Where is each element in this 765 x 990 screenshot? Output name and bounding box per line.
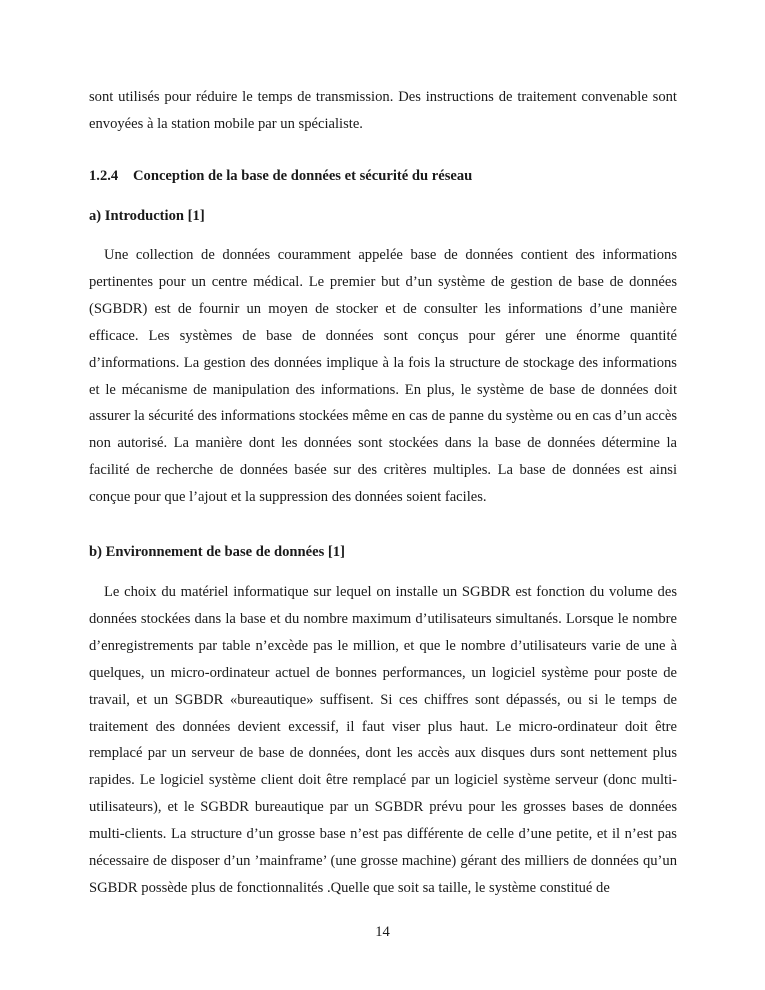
section-number: 1.2.4 [89,168,119,184]
subsection-a-title: a) Introduction [1] [89,208,205,224]
section-heading [89,168,677,185]
environment-paragraph: Le choix du matériel informatique sur lequel on installe un SGBDR est fonction du volume des données stockées dans la base et du nombre maximum d’utilisateurs simultanés. Lorsque le nombre d’enregistrements par table n’excède pas le million, et que le nombre d’utilisateurs varie de une à quelques, un micro-ordinateur actuel de bonnes performances, un logiciel système pour poste de travail, et un SGBDR «bureautique» suffisent. Si ces chiffres sont dépassés, ou si le temps de traitement des données devient excessif, il faut viser plus haut. Le micro-ordinateur doit être remplacé par un serveur de base de données, dont les accès aux disques durs sont nettement plus rapides. Le logiciel système client doit être remplacé par un logiciel système serveur (donc multi-utilisateurs), et le SGBDR bureautique par un SGBDR prévu pour les grosses bases de données multi-clients. La structure d’un grosse base n’est pas différente de celle d’une petite, et il n’est pas nécessaire de disposer d’un ’mainframe’ (une grosse machine) gérant des milliers de données qu’un SGBDR possède plus de fonctionnalités .Quelle que soit sa taille, le système constitué de [89,584,677,896]
continuation-paragraph: sont utilisés pour réduire le temps de transmission. Des instructions de traitement convenable sont envoyées à la station mobile par un spécialiste. [89,89,677,132]
subsection-b-title: b) Environnement de base de données [1] [89,544,345,560]
page-number: 14 [375,924,390,940]
introduction-paragraph: Une collection de données couramment appelée base de données contient des informations pertinentes pour un centre médical. Le premier but d’un système de gestion de base de données (SGBDR) est de fournir un moyen de stocker et de consulter les informations d’une manière efficace. Les systèmes de base de données sont conçus pour gérer une énorme quantité d’informations. La gestion des données implique à la fois la structure de stockage des informations et le mécanisme de manipulation des informations. En plus, le système de base de données doit assurer la sécurité des informations stockées même en cas de panne du système ou en cas d’un accès non autorisé. La manière dont les données sont stockées dans la base de données détermine la facilité de recherche de données basée sur des critères multiples. La base de données est ainsi conçue pour que l’ajout et la suppression des données soient faciles. [89,247,677,506]
section-title: Conception de la base de données et sécurité du réseau [133,168,473,184]
